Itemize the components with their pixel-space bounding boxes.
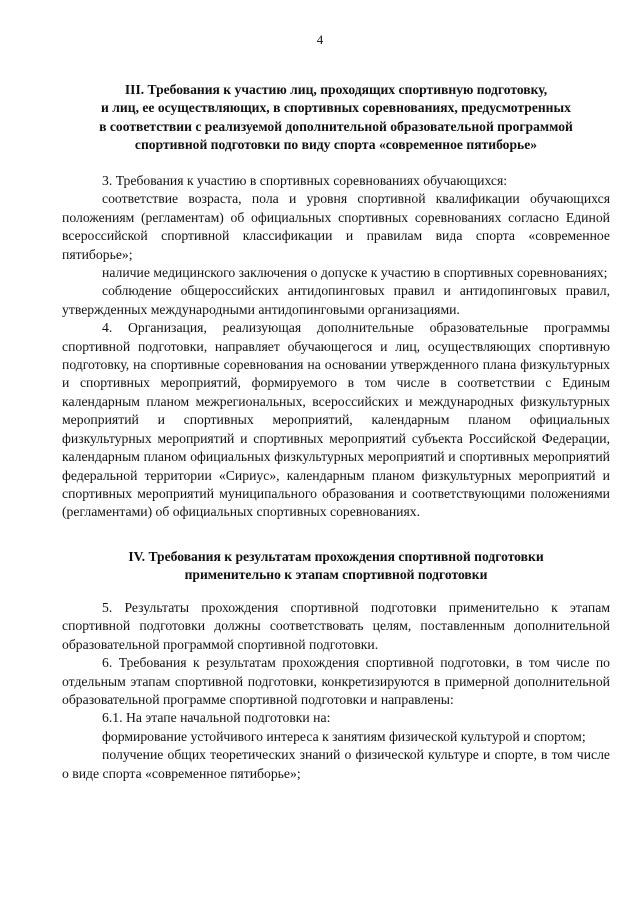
heading-line: применительно к этапам спортивной подготовки — [184, 567, 488, 583]
heading-line: спортивной подготовки по виду спорта «современное пятиборье» — [134, 137, 538, 153]
heading-line: и лиц, ее осуществляющих, в спортивных соревнованиях, предусмотренных — [101, 100, 571, 116]
paragraph: получение общих теоретических знаний о физической культуре и спорте, в том числе о виде спорта «современное пятиборье»; — [62, 747, 610, 781]
paragraph: 3. Требования к участию в спортивных соревнованиях обучающихся: — [102, 173, 508, 188]
section-4-body — [62, 599, 610, 783]
heading-line: IV. Требования к результатам прохождения спортивной подготовки — [128, 549, 544, 564]
paragraph: 4. Организация, реализующая дополнительные образовательные программы спортивной подготовки, направляет обучающегося и лиц, осуществляющих спортивную подготовку, на спортивные соревнования на основании утвержденного плана физкультурных и спортивных мероприятий, формируемого в том числе в соответствии с Единым календарным планом межрегиональных, всероссийских и международных физкультурных мероприятий и спортивных мероприятий, календарным планом официальных физкультурных мероприятий и спортивных мероприятий субъекта Российской Федерации, календарным планом официальных физкультурных мероприятий и спортивных мероприятий федеральной территории «Сириус», календарным планом физкультурных мероприятий и спортивных мероприятий муниципального образования и соответствующими положениями (регламентами) об официальных спортивных соревнованиях. — [62, 320, 610, 520]
section-3-body — [62, 172, 610, 522]
section-4-heading — [58, 548, 614, 585]
paragraph: 6.1. На этапе начальной подготовки на: — [102, 710, 331, 726]
paragraph: 6. Требования к результатам прохождения спортивной подготовки, в том числе по отдельным этапам спортивной подготовки, конкретизируются в примерной дополнительной образовательной программе спортивной подготовки и направлены: — [62, 655, 610, 708]
paragraph: наличие медицинского заключения о допуске к участию в спортивных соревнованиях; — [102, 265, 608, 281]
section-3-heading — [58, 81, 614, 155]
paragraph: формирование устойчивого интереса к занятиям физической культурой и спортом; — [102, 728, 586, 744]
paragraph: соответствие возраста, пола и уровня спортивной квалификации обучающихся положениям (регламентам) об официальных спортивных соревнованиях согласно Единой всероссийской спортивной классификации и правилам вида спорта «современное пятиборье»; — [62, 191, 610, 262]
paragraph: 5. Результаты прохождения спортивной подготовки применительно к этапам спортивной подготовки должны соответствовать целям, поставленным дополнительной образовательной программой спортивной подготовки. — [62, 600, 610, 652]
heading-line: III. Требования к участию лиц, проходящих спортивную подготовку, — [124, 82, 548, 97]
paragraph: соблюдение общероссийских антидопинговых правил и антидопинговых правил, утвержденных международными антидопинговыми организациями. — [62, 283, 610, 317]
heading-line: в соответствии с реализуемой дополнительной образовательной программой — [99, 118, 573, 134]
page-number: 4 — [316, 32, 324, 47]
